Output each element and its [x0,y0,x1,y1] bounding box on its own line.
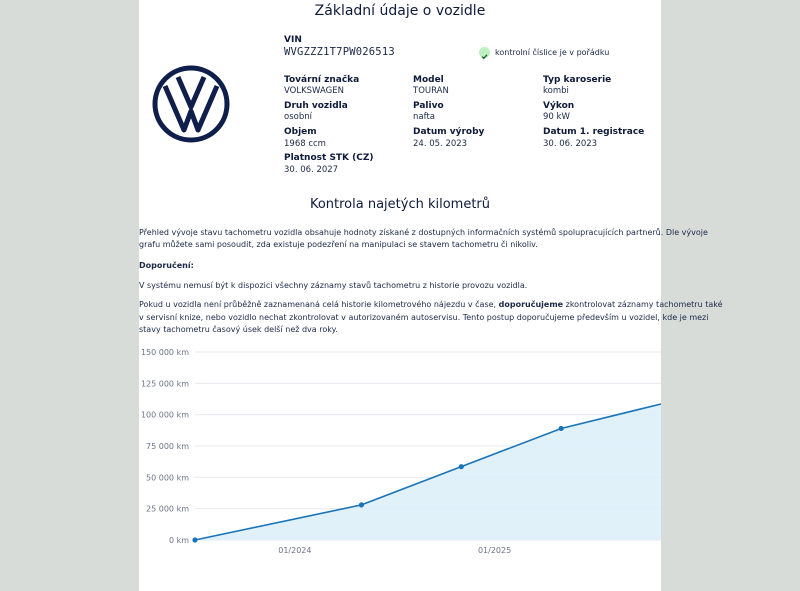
brand-value: VOLKSWAGEN [284,86,344,96]
stk-validity-label: Platnost STK (CZ) [284,153,374,163]
mileage-intro-line-1: Přehled vývoje stavu tachometru vozidla obsahuje hodnoty získané z dostupných informačních systémů spolupracujících partnerů. Dle vývoje [139,228,708,237]
data-point [192,537,197,542]
vehicle-report-page [139,0,723,591]
advice-line-2: v servisní knize, nebo vozidlo nechat zkontrolovat v autorizovaném autoservisu. Tento postup doporučujeme především u vozidel, kde je mezi [139,313,709,322]
y-tick-label: 75 000 km [146,442,189,451]
y-tick-label: 50 000 km [146,473,189,483]
data-point [559,426,564,431]
y-tick-label: 0 km [168,536,189,545]
volume-label: Objem [284,127,317,137]
vin-label: VIN [284,35,302,45]
data-point [359,502,364,507]
vehicle-kind-label: Druh vozidla [284,101,348,111]
y-tick-label: 150 000 km [140,348,189,357]
y-tick-label: 25 000 km [146,504,189,514]
x-tick-label: 01/2025 [477,546,512,555]
fuel-value: nafta [413,112,435,122]
body-type-value: kombi [543,86,569,96]
advice-line-1-start: Pokud u vozidla není průběžně zaznamenaná celá historie kilometrového nájezdu v čase, [139,300,499,309]
fuel-label: Palivo [413,101,444,111]
data-point [459,464,464,469]
advice-line-1-end: zkontrolovat záznamy tachometru také [563,300,723,309]
vin-value: WVGZZZ1T7PW026513 [284,46,395,58]
power-value: 90 kW [543,112,570,122]
volume-value: 1968 ccm [284,139,326,149]
advice-line-1 [139,299,723,312]
page-title: Základní údaje o vozidle [314,3,486,19]
volkswagen-logo-icon [151,64,231,144]
advice-line-3: stavy tachometru časový úsek delší než dva roky. [139,325,338,334]
check-icon [479,47,490,58]
stk-validity-value: 30. 06. 2027 [284,165,339,175]
vehicle-kind-value: osobní [284,112,312,122]
registration-date-label: Datum 1. registrace [543,127,645,137]
mileage-section-title: Kontrola najetých kilometrů [309,197,491,212]
manufacture-date-value: 24. 05. 2023 [413,139,468,149]
vin-check-status: kontrolní číslice je v pořádku [495,48,610,57]
x-tick-label: 01/2024 [278,546,312,555]
model-label: Model [413,75,444,85]
mileage-intro-line-2: grafu můžete sami posoudit, zda existuje podezření na manipulaci se stavem tachometru či nikoliv. [139,240,538,249]
mileage-chart [139,342,661,591]
brand-label: Tovární značka [284,75,360,85]
manufacture-date-label: Datum výroby [413,127,485,137]
recommendation-label: Doporučení: [139,261,194,270]
model-value: TOURAN [413,86,449,96]
power-label: Výkon [543,101,575,111]
registration-date-value: 30. 06. 2023 [543,139,598,149]
series-area [195,404,661,540]
y-tick-label: 100 000 km [140,410,189,420]
body-type-label: Typ karoserie [543,75,612,85]
mileage-note: V systému nemusí být k dispozici všechny záznamy stavů tachometru z historie provozu vozidla. [139,281,528,290]
advice-emphasis: doporučujeme [498,300,564,309]
y-tick-label: 125 000 km [140,379,189,389]
